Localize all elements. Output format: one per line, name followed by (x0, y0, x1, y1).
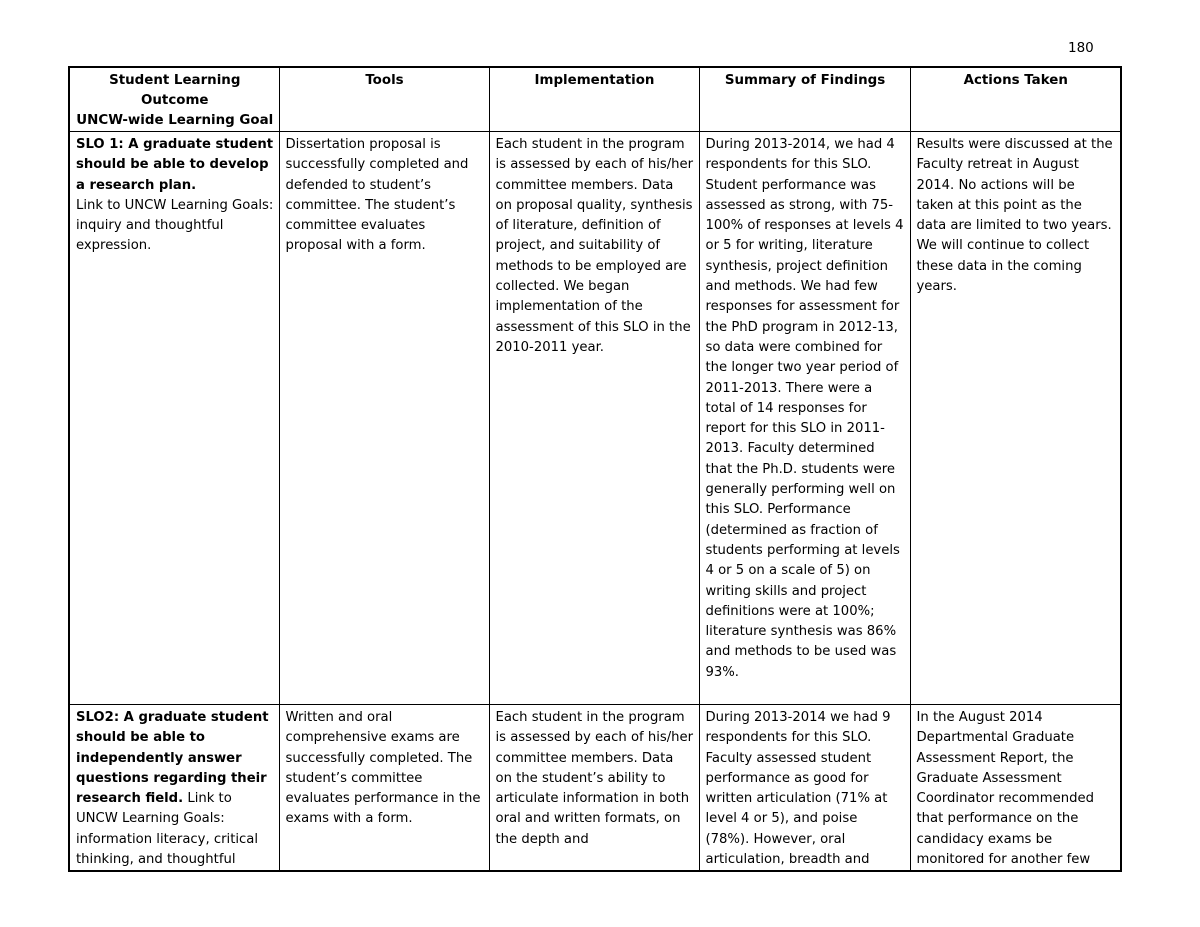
header-implementation: Implementation (489, 67, 699, 132)
slo1-actions-cell: Results were discussed at the Faculty retreat in August 2014. No actions will be taken at this point as the data are limited to two years. We will continue to collect these data in the coming years. (910, 132, 1121, 705)
slo2-tools-cell: Written and oral comprehensive exams are successfully completed. The student’s committee evaluates performance in the exams with a form. (279, 705, 489, 872)
slo2-outcome-title: SLO2: A graduate student should be able to independently answer questions regarding their research field. (76, 710, 269, 807)
header-actions-taken: Actions Taken (910, 67, 1121, 132)
assessment-table (68, 66, 1122, 872)
slo1-implementation-cell: Each student in the program is assessed by each of his/her committee members. Data on proposal quality, synthesis of literature, definition of project, and suitability of methods to be employed are collected. We began implementation of the assessment of this SLO in the 2010-2011 year. (489, 132, 699, 705)
slo2-outcome-cell (69, 705, 279, 872)
slo2-learning-goals: Link to UNCW Learning Goals: information literacy, critical thinking, and thoughtful (76, 791, 259, 868)
header-student-learning-outcome (69, 67, 279, 132)
slo2-summary-cell: During 2013-2014 we had 9 respondents for this SLO. Faculty assessed student performance as good for written articulation (71% at level 4 or 5), and poise (78%). However, oral articulation, breadth and (699, 705, 910, 872)
slo1-outcome-cell (69, 132, 279, 705)
slo2-implementation-cell: Each student in the program is assessed by each of his/her committee members. Data on the student’s ability to articulate information in both oral and written formats, on the depth and (489, 705, 699, 872)
header-tools: Tools (279, 67, 489, 132)
slo1-learning-goals: Link to UNCW Learning Goals: inquiry and thoughtful expression. (76, 197, 274, 254)
table-row (69, 132, 1121, 705)
header-outcome-line1: Student Learning Outcome (109, 73, 241, 108)
table-header-row (69, 67, 1121, 132)
header-outcome-line2: UNCW-wide Learning Goal (76, 113, 274, 128)
table-row (69, 705, 1121, 872)
slo1-summary-cell: During 2013-2014, we had 4 respondents for this SLO. Student performance was assessed as strong, with 75-100% of responses at levels 4 or 5 for writing, literature synthesis, project definition and methods. We had few responses for assessment for the PhD program in 2012-13, so data were combined for the longer two year period of 2011-2013. There were a total of 14 responses for report for this SLO in 2011-2013. Faculty determined that the Ph.D. students were generally performing well on this SLO. Performance (determined as fraction of students performing at levels 4 or 5 on a scale of 5) on writing skills and project definitions were at 100%; literature synthesis was 86% and methods to be used was 93%. (699, 132, 910, 705)
slo1-outcome-title: SLO 1: A graduate student should be able to develop a research plan. (76, 137, 274, 193)
page-number: 180 (1068, 40, 1094, 56)
slo1-tools-cell: Dissertation proposal is successfully completed and defended to student’s committee. The student’s committee evaluates proposal with a form. (279, 132, 489, 705)
header-summary-of-findings: Summary of Findings (699, 67, 910, 132)
slo2-actions-cell: In the August 2014 Departmental Graduate Assessment Report, the Graduate Assessment Coordinator recommended that performance on the candidacy exams be monitored for another few (910, 705, 1121, 872)
